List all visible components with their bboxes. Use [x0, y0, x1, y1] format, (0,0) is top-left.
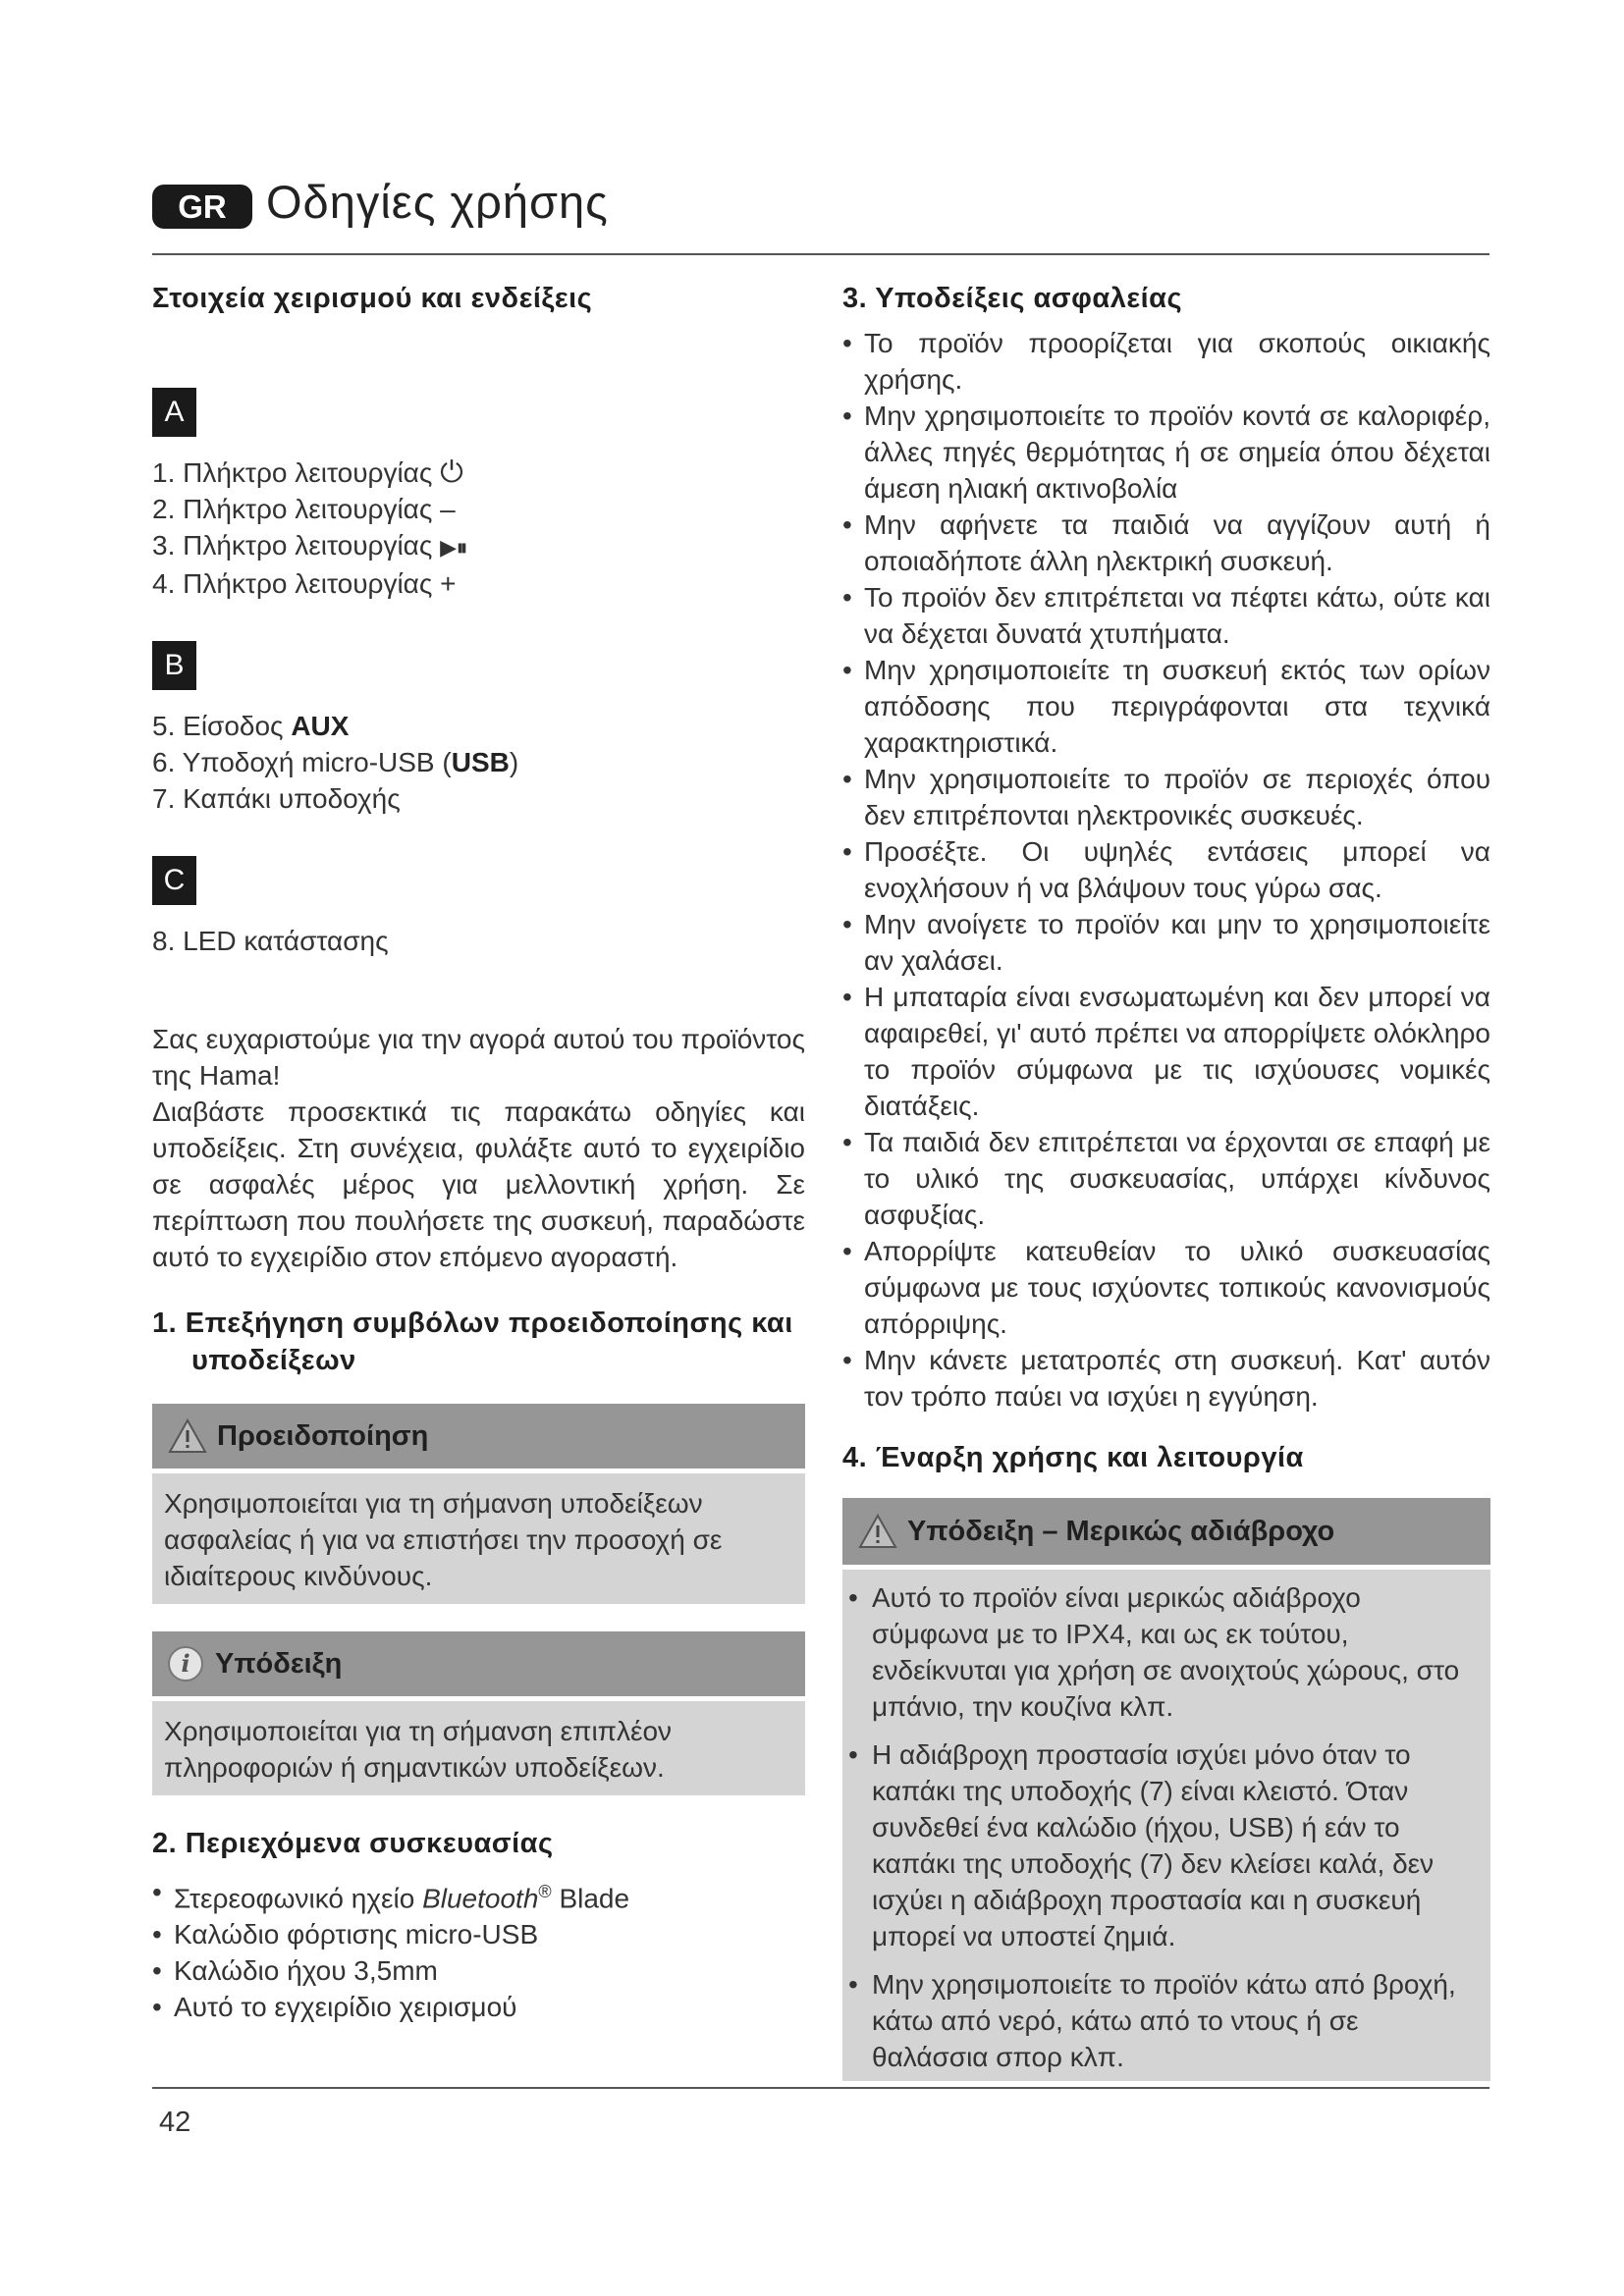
list-item: • Μην χρησιμοποιείτε το προϊόν κοντά σε καλοριφέρ, άλλες πηγές θερμότητας ή σε σημεία όπου δέχεται άμεση ηλιακή ακτινοβολία: [842, 398, 1490, 507]
list-item: • Καλώδιο φόρτισης micro-USB: [152, 1916, 805, 1952]
intro-instructions: Διαβάστε προσεκτικά τις παρακάτω οδηγίες και υποδείξεις. Στη συνέχεια, φυλάξτε αυτό το εγχειρίδιο σε ασφαλές μέρος για μελλοντική χρήση. Σε περίπτωση που πουλήσετε της συσκευή, παραδώστε αυτό το εγχειρίδιο στον επόμενο αγοραστή.: [152, 1096, 805, 1272]
left-column: [152, 280, 805, 2025]
list-item: 3. Πλήκτρο λειτουργίας ▶⏸: [152, 530, 468, 561]
controls-list-a: [152, 454, 805, 602]
list-item: • Στερεοφωνικό ηχείο Bluetooth® Blade: [152, 1874, 805, 1916]
list-item: 7. Καπάκι υποδοχής: [152, 783, 401, 814]
list-item: • Τα παιδιά δεν επιτρέπεται να έρχονται σε επαφή με το υλικό της συσκευασίας, υπάρχει κίνδυνος ασφυξίας.: [842, 1124, 1490, 1233]
safety-list: [842, 325, 1490, 1415]
footer-divider: [152, 2087, 1489, 2089]
list-item: • Η μπαταρία είναι ενσωματωμένη και δεν μπορεί να αφαιρεθεί, γι' αυτό πρέπει να απορρίψετε ολόκληρο το προϊόν σύμφωνα με τις ισχύουσες νομικές διατάξεις.: [842, 979, 1490, 1124]
list-item: 1. Πλήκτρο λειτουργίας ⏻: [152, 456, 463, 489]
page-header: [152, 175, 1489, 253]
section-1-heading: 1. Επεξήγηση συμβόλων προειδοποίησης και υποδείξεων: [152, 1308, 793, 1376]
right-column: [842, 280, 1490, 2081]
hint-title: Υπόδειξη: [215, 1647, 343, 1680]
controls-heading: Στοιχεία χειρισμού και ενδείξεις: [152, 283, 593, 314]
list-item: 8. LED κατάστασης: [152, 926, 389, 956]
language-badge: GR: [152, 185, 252, 229]
list-item: • Μην χρησιμοποιείτε το προϊόν σε περιοχές όπου δεν επιτρέπονται ηλεκτρονικές συσκευές.: [842, 761, 1490, 833]
list-item: 5. Είσοδος AUX: [152, 711, 350, 741]
power-icon: ⏻: [440, 456, 463, 489]
warning-header: [152, 1404, 805, 1468]
waterproof-note-title: Υπόδειξη – Μερικώς αδιάβροχο: [907, 1515, 1335, 1547]
list-item: • Καλώδιο ήχου 3,5mm: [152, 1952, 805, 1989]
warning-title: Προειδοποίηση: [217, 1419, 429, 1452]
minus-icon: –: [440, 494, 456, 524]
list-item: • Προσέξτε. Οι υψηλές εντάσεις μπορεί να ενοχλήσουν ή να βλάψουν τους γύρω σας.: [842, 833, 1490, 906]
section-4-heading: 4. Έναρξη χρήσης και λειτουργία: [842, 1442, 1304, 1473]
list-item: • Μην ανοίγετε το προϊόν και μην το χρησιμοποιείτε αν χαλάσει.: [842, 906, 1490, 979]
list-item: • Μην χρησιμοποιείτε τη συσκευή εκτός των ορίων απόδοσης που περιγράφονται στα τεχνικά χαρακτηριστικά.: [842, 652, 1490, 761]
page-number: 42: [159, 2107, 191, 2138]
group-letter-b: B: [152, 641, 196, 690]
info-icon: i: [168, 1646, 203, 1682]
group-letter-c: C: [152, 856, 196, 905]
section-2-heading: 2. Περιεχόμενα συσκευασίας: [152, 1828, 554, 1859]
header-divider: [152, 253, 1489, 255]
hint-body: Χρησιμοποιείται για τη σήμανση επιπλέον πληροφοριών ή σημαντικών υποδείξεων.: [152, 1701, 805, 1795]
controls-list-c: [152, 923, 805, 959]
warning-icon: [168, 1418, 207, 1454]
list-item: • Αυτό το εγχειρίδιο χειρισμού: [152, 1989, 805, 2025]
waterproof-list: [842, 1579, 1479, 2075]
warning-icon: [858, 1514, 897, 1549]
section-3-heading: 3. Υποδείξεις ασφαλείας: [842, 283, 1183, 314]
controls-list-b: [152, 708, 805, 817]
list-item: • Μην αφήνετε τα παιδιά να αγγίζουν αυτή ή οποιαδήποτε άλλη ηλεκτρική συσκευή.: [842, 507, 1490, 579]
list-item: • Μην κάνετε μετατροπές στη συσκευή. Κατ' αυτόν τον τρόπο παύει να ισχύει η εγγύηση.: [842, 1342, 1490, 1415]
waterproof-note-header: [842, 1498, 1490, 1565]
hint-header: [152, 1631, 805, 1696]
document-title: Οδηγίες χρήσης: [266, 176, 609, 228]
plus-icon: +: [440, 568, 457, 599]
list-item: • Η αδιάβροχη προστασία ισχύει μόνο όταν το καπάκι της υποδοχής (7) είναι κλειστό. Όταν συνδεθεί ένα καλώδιο (ήχου, USB) ή εάν το καπάκι της υποδοχής (7) δεν κλείσει καλά, δεν ισχύει η αδιάβροχη προστασία και η συσκευή μπορεί να υποστεί ζημιά.: [842, 1736, 1479, 1954]
list-item: 4. Πλήκτρο λειτουργίας +: [152, 568, 457, 599]
list-item: • Μην χρησιμοποιείτε το προϊόν κάτω από βροχή, κάτω από νερό, κάτω από το ντους ή σε θαλάσσια σπορ κλπ.: [842, 1966, 1479, 2075]
list-item: • Αυτό το προϊόν είναι μερικώς αδιάβροχο σύμφωνα με το IPX4, και ως εκ τούτου, ενδείκνυται για χρήση σε ανοιχτούς χώρους, στο μπάνιο, την κουζίνα κλπ.: [842, 1579, 1479, 1725]
warning-body: Χρησιμοποιείται για τη σήμανση υποδείξεων ασφαλείας ή για να επιστήσει την προσοχή σε ιδιαίτερους κινδύνους.: [152, 1473, 805, 1604]
list-item: • Το προϊόν προορίζεται για σκοπούς οικιακής χρήσης.: [842, 325, 1490, 398]
list-item: • Το προϊόν δεν επιτρέπεται να πέφτει κάτω, ούτε και να δέχεται δυνατά χτυπήματα.: [842, 579, 1490, 652]
list-item: 6. Υποδοχή micro-USB (USB): [152, 747, 519, 777]
waterproof-note-body: [842, 1570, 1490, 2081]
play-pause-icon: ▶⏸: [440, 535, 468, 560]
package-contents-list: [152, 1874, 805, 2025]
list-item: • Απορρίψτε κατευθείαν το υλικό συσκευασίας σύμφωνα με τους ισχύοντες τοπικούς κανονισμούς απόρριψης.: [842, 1233, 1490, 1342]
intro-thanks: Σας ευχαριστούμε για την αγορά αυτού του προϊόντος της Hama!: [152, 1024, 805, 1091]
group-letter-a: A: [152, 388, 196, 437]
list-item: 2. Πλήκτρο λειτουργίας –: [152, 494, 456, 524]
